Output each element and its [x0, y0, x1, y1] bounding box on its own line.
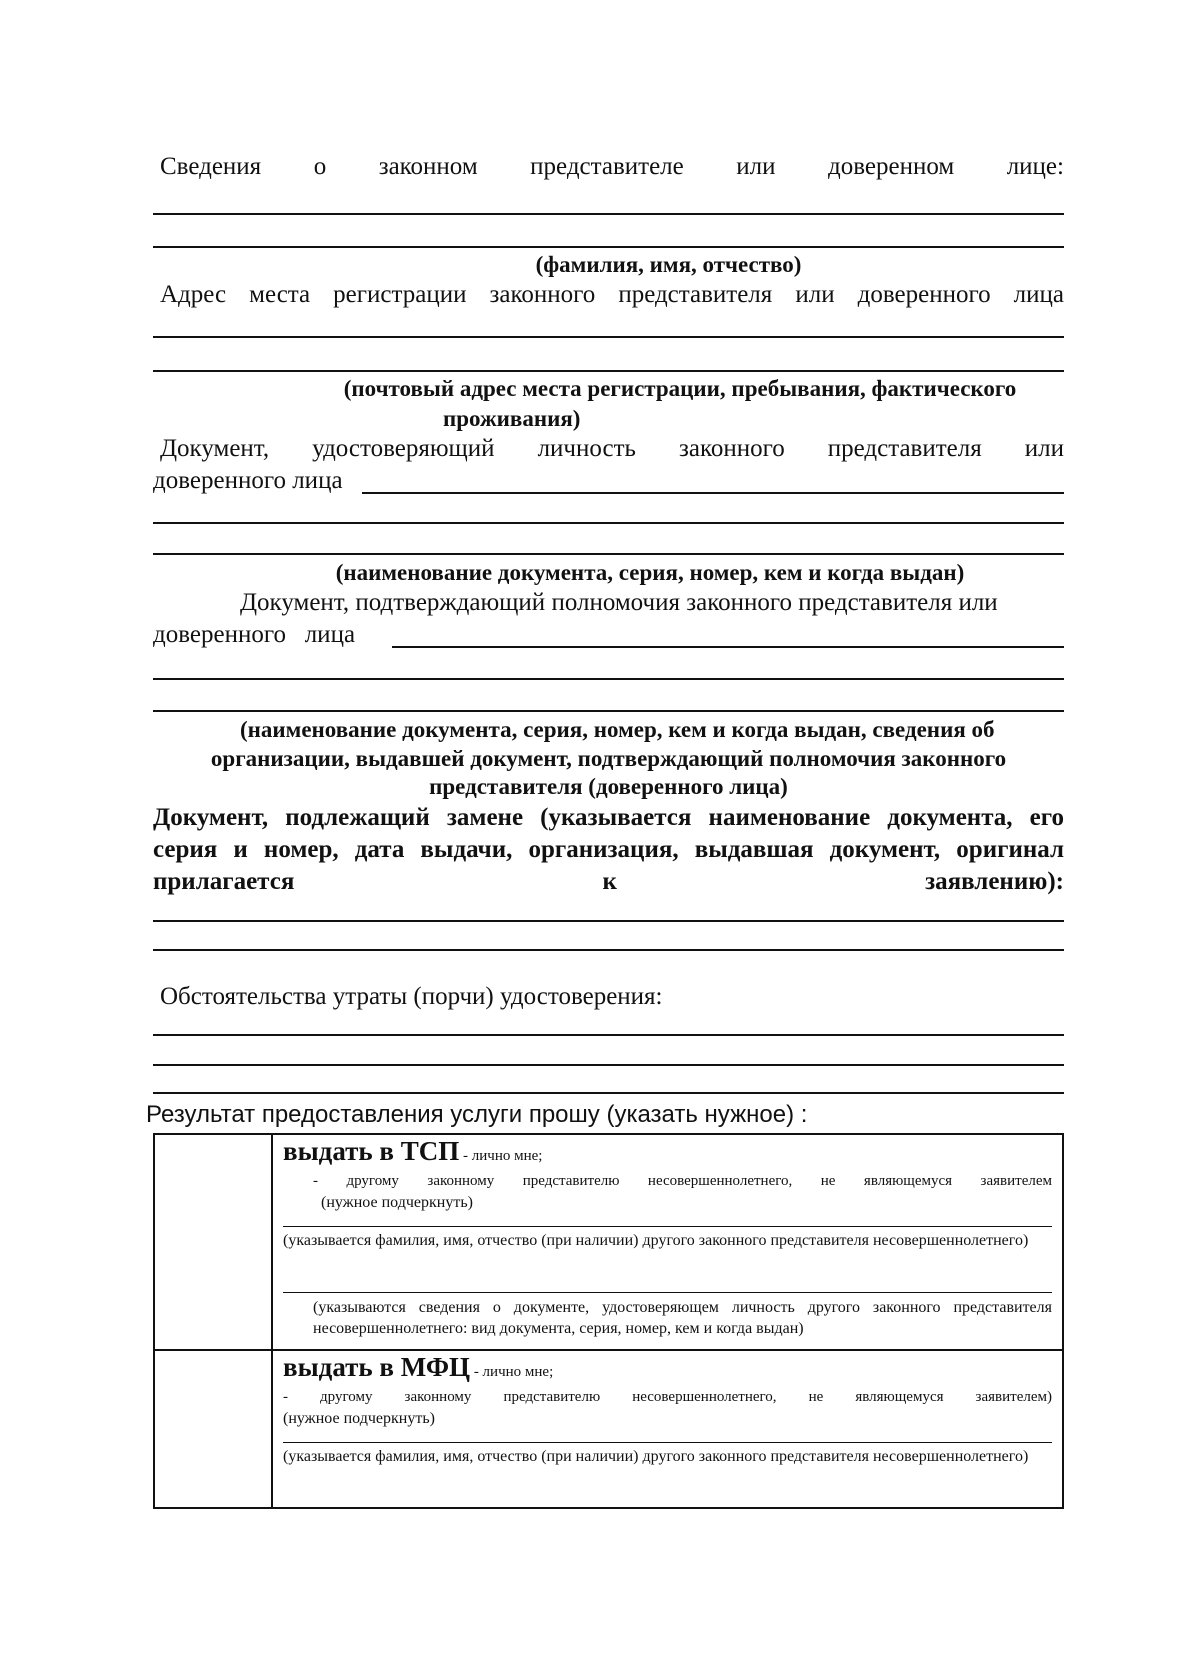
id-document-caption: (наименование документа, серия, номер, кем и когда выдан) — [335, 560, 965, 585]
heading-word: представителе — [530, 153, 684, 180]
id-doc-word: удостоверяющий — [312, 435, 495, 462]
mfc-title: выдать в МФЦ — [283, 1352, 471, 1382]
authority-document-caption: организации, выдавшей документ, подтверждающий полномочия законного — [210, 746, 1007, 771]
address-input-line[interactable] — [153, 370, 1064, 372]
table-row-divider — [155, 1349, 1062, 1351]
replacement-word: заявлению): — [925, 868, 1064, 895]
mfc-option-cell — [283, 1352, 1052, 1465]
tsp-option-title — [283, 1136, 1052, 1171]
heading-word: Сведения — [160, 153, 262, 180]
fio-input-line[interactable] — [153, 246, 1064, 248]
address-caption: (почтовый адрес места регистрации, пребывания, фактического — [343, 376, 1017, 401]
address-input-line[interactable] — [153, 336, 1064, 338]
tsp-checkbox-cell[interactable] — [155, 1135, 271, 1349]
replacement-word: к — [602, 868, 617, 895]
mfc-checkbox-cell[interactable] — [155, 1351, 271, 1509]
loss-input-line[interactable] — [153, 1064, 1064, 1066]
tsp-doc-input-line[interactable] — [283, 1292, 1052, 1293]
address-label: Адрес места регистрации законного представителя или доверенного лица — [160, 281, 1064, 308]
result-options-table — [153, 1133, 1064, 1509]
tsp-fio-input-line[interactable] — [283, 1226, 1052, 1227]
tsp-personal[interactable]: - лично мне; — [459, 1148, 543, 1164]
mfc-fio-caption: (указывается фамилия, имя, отчество (при наличии) другого законного представителя несовершеннолетнего) — [283, 1448, 1029, 1465]
mfc-other-rep[interactable]: - другому законному представителю несовершеннолетнего, не являющемуся заявителем) — [283, 1389, 1052, 1405]
tsp-doc-caption: (указываются сведения о документе, удостоверяющем личность другого законного представителя несовершеннолетнего: вид документа, серия, номер, кем и когда выдан) — [313, 1299, 1052, 1337]
loss-input-line[interactable] — [153, 1034, 1064, 1036]
id-document-label — [160, 434, 1064, 464]
replacement-doc-label — [153, 867, 1064, 897]
mfc-option-title — [283, 1352, 1052, 1387]
id-document-input-line[interactable] — [362, 492, 1064, 494]
replacement-word: прилагается — [153, 868, 295, 895]
id-document-input-line[interactable] — [153, 553, 1064, 555]
tsp-other-rep[interactable]: - другому законному представителю несовершеннолетнего, не являющемуся заявителем — [313, 1173, 1052, 1189]
table-column-divider — [271, 1135, 273, 1507]
heading-word: или — [736, 153, 776, 180]
result-heading: Результат предоставления услуги прошу (указать нужное) : — [146, 1101, 808, 1128]
tsp-underline-note: (нужное подчеркнуть) — [321, 1194, 473, 1211]
replacement-doc-label: Документ, подлежащий замене (указывается наименование документа, его — [153, 804, 1064, 831]
loss-label: Обстоятельства утраты (порчи) удостоверения: — [160, 983, 663, 1010]
id-doc-word: представителя — [827, 435, 982, 462]
heading-word: о — [313, 153, 327, 180]
authority-document-caption: (наименование документа, серия, номер, кем и когда выдан, сведения об — [240, 717, 995, 742]
heading-word: лице: — [1006, 153, 1064, 180]
id-doc-word: или — [1024, 435, 1064, 462]
tsp-option-cell — [283, 1136, 1052, 1337]
mfc-underline-note: (нужное подчеркнуть) — [283, 1410, 435, 1427]
authority-document-caption: представителя (доверенного лица) — [429, 774, 788, 799]
loss-input-line[interactable] — [153, 1092, 1064, 1094]
tsp-title: выдать в ТСП — [283, 1136, 460, 1166]
authority-document-input-line[interactable] — [153, 710, 1064, 712]
replacement-input-line[interactable] — [153, 949, 1064, 951]
replacement-doc-label: серия и номер, дата выдачи, организация, выдавшая документ, оригинал — [153, 836, 1064, 863]
authority-document-label-cont: доверенного лица — [153, 621, 356, 648]
mfc-fio-input-line[interactable] — [283, 1442, 1052, 1443]
id-doc-word: Документ, — [160, 435, 270, 462]
fio-input-line[interactable] — [153, 213, 1064, 215]
address-caption: проживания) — [443, 406, 581, 431]
authority-document-label: Документ, подтверждающий полномочия законного представителя или — [240, 589, 998, 616]
id-document-label-cont: доверенного лица — [153, 467, 343, 494]
replacement-input-line[interactable] — [153, 920, 1064, 922]
id-doc-word: личность — [537, 435, 636, 462]
authority-document-input-line[interactable] — [153, 678, 1064, 680]
fio-caption: (фамилия, имя, отчество) — [535, 252, 802, 277]
tsp-fio-caption: (указывается фамилия, имя, отчество (при наличии) другого законного представителя несовершеннолетнего) — [283, 1232, 1029, 1249]
id-document-input-line[interactable] — [153, 522, 1064, 524]
mfc-personal[interactable]: - лично мне; — [470, 1364, 554, 1380]
representative-heading — [160, 152, 1064, 182]
heading-word: законном — [378, 153, 478, 180]
authority-document-input-line[interactable] — [392, 646, 1064, 648]
id-doc-word: законного — [678, 435, 785, 462]
heading-word: доверенном — [828, 153, 955, 180]
